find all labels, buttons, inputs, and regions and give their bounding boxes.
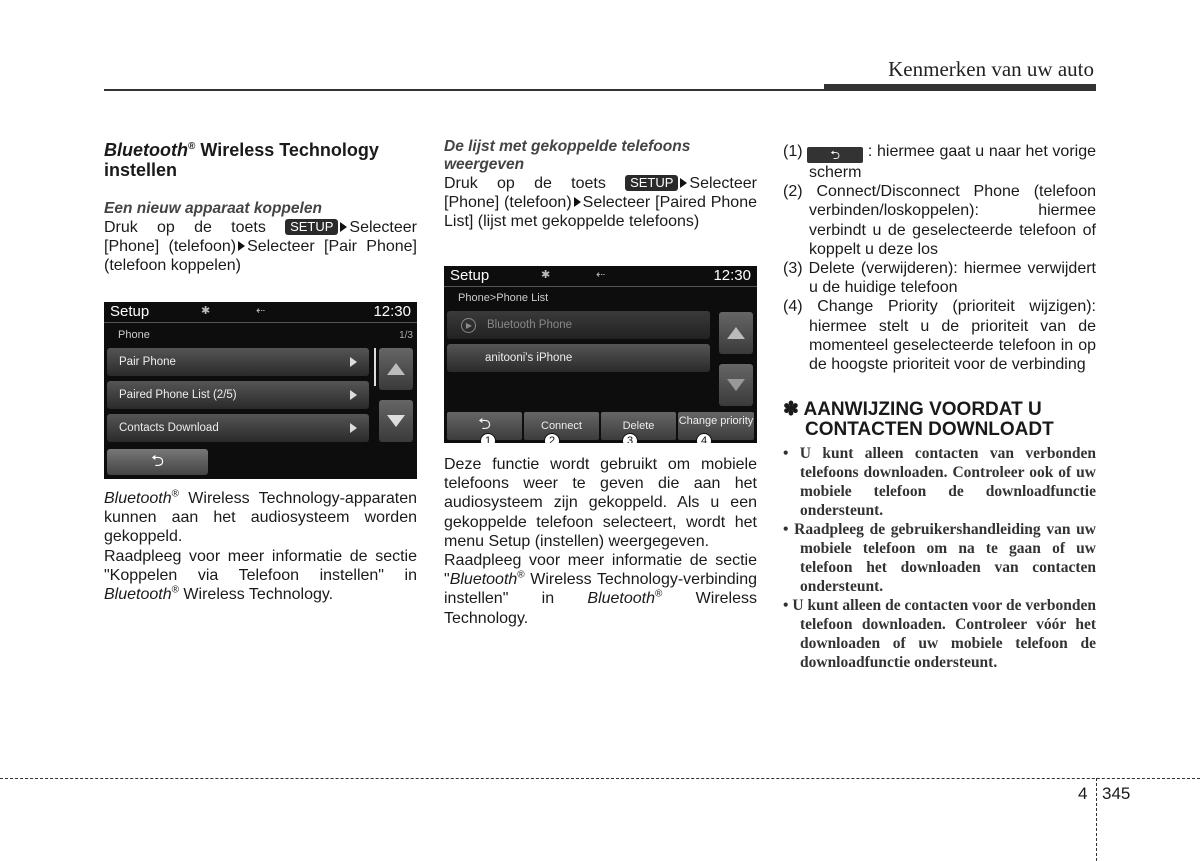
header-rule (104, 89, 1096, 91)
screen-phone-list (444, 266, 757, 443)
screen-setup-phone (104, 302, 417, 479)
back-arrow-icon: ⮌ (807, 147, 863, 163)
callout-number: 2 (544, 433, 560, 443)
list-item-bluetooth-phone[interactable]: ▶ Bluetooth Phone (447, 311, 710, 339)
section-heading: Bluetooth® Wireless Technology instellen (104, 140, 379, 180)
arrow-right-icon (680, 178, 687, 188)
chevron-right-icon (350, 423, 357, 433)
arrow-down-icon (727, 379, 745, 391)
chevron-right-icon (350, 357, 357, 367)
subheading-paired-list: De lijst met gekoppelde telefoons weergeven (444, 138, 691, 173)
softkey-delete[interactable]: Delete (601, 412, 676, 440)
menu-item-contacts-download[interactable]: Contacts Download (107, 414, 369, 442)
setup-key-icon: SETUP (285, 219, 338, 235)
back-arrow-icon: ⮌ (151, 453, 164, 470)
softkey-change-priority[interactable]: Change priority (678, 412, 754, 440)
scroll-up-button[interactable] (719, 312, 753, 354)
play-circle-icon: ▶ (461, 318, 476, 333)
note-list (783, 444, 1096, 672)
arrow-right-icon (340, 222, 347, 232)
arrow-right-icon (574, 197, 581, 207)
list-item: (4) Change Priority (prioriteit wijzigen): hiermee stelt u de prioriteit van de momenteel geselecteerde telefoon in op de hoogste prioriteit voor de verbinding (783, 298, 1096, 374)
column-left-lower (104, 489, 417, 604)
paragraph-more-info: Raadpleeg voor meer informatie de sectie "Koppelen via Telefoon instellen" in Bluetooth® Wireless Technology. (104, 547, 417, 604)
arrow-up-icon (387, 363, 405, 375)
paragraph-pair-steps: Druk op de toets SETUP Selecteer [Phone] (telefoon) Selecteer [Pair Phone] (telefoon koppelen) (104, 219, 418, 275)
note-heading: ✽ AANWIJZING VOORDAT U CONTACTEN DOWNLOADT (783, 399, 1054, 441)
screen-time: 12:30 (713, 267, 751, 284)
scroll-up-button[interactable] (379, 348, 413, 390)
scroll-down-button[interactable] (719, 364, 753, 406)
bluetooth-icon: ✱ (201, 305, 211, 317)
paragraph-list-steps: Druk op de toets SETUP Selecteer [Phone] (telefoon) Selecteer [Paired Phone List] (lijst met gekoppelde telefoons) (444, 175, 757, 231)
chapter-number: 4 (1078, 784, 1088, 803)
list-item: • U kunt alleen de contacten voor de verbonden telefoon downloaden. Controleer vóór het downloaden of uw mobiele telefoon de downloadfunctie ondersteunt. (783, 597, 1096, 672)
callout-number: 3 (622, 433, 638, 443)
arrow-down-icon (387, 415, 405, 427)
list-item: • Raadpleeg de gebruikershandleiding van uw mobiele telefoon om na te gaan of uw telefoon het downloaden van contacten ondersteunt. (783, 521, 1096, 596)
page-header-title: Kenmerken van uw auto (888, 57, 1094, 81)
screen-page-indicator: 1/3 (399, 330, 413, 341)
screen-title: Setup (110, 303, 150, 320)
column-middle-lower (444, 455, 757, 628)
arrow-right-icon (238, 241, 245, 251)
callout-number: 4 (696, 433, 712, 443)
column-middle (444, 138, 757, 232)
back-button[interactable] (107, 449, 208, 475)
page-number: 345 (1102, 784, 1131, 803)
list-item: (3) Delete (verwijderen): hiermee verwijdert u de huidige telefoon (783, 260, 1096, 297)
usb-icon: ⇠ (596, 269, 606, 281)
arrow-up-icon (727, 327, 745, 339)
screen-time: 12:30 (373, 303, 411, 320)
bluetooth-icon: ✱ (541, 269, 551, 281)
paragraph-more-info: Raadpleeg voor meer informatie de sectie "Bluetooth® Wireless Technology-verbinding instellen" in Bluetooth® Wireless Technology. (444, 552, 758, 627)
setup-key-icon: SETUP (625, 175, 678, 191)
footer-rule (0, 778, 1200, 779)
footer-divider (1096, 778, 1097, 861)
back-arrow-icon: ⮌ (478, 416, 491, 433)
list-item: (1) ⮌ : hiermee gaat u naar het vorige scherm (783, 143, 1097, 181)
menu-item-pair-phone[interactable]: Pair Phone (107, 348, 369, 376)
screen-title: Setup (450, 267, 490, 284)
paragraph-bluetooth-devices: Bluetooth® Wireless Technology-apparaten kunnen aan het audiosysteem worden gekoppeld. (104, 488, 417, 546)
softkey-connect[interactable]: Connect (524, 412, 599, 440)
softkey-descriptions (783, 142, 1096, 374)
column-right (783, 142, 1096, 672)
menu-item-paired-phone-list[interactable]: Paired Phone List (2/5) (107, 381, 369, 409)
usb-icon: ⇠ (256, 305, 266, 317)
screen-subtitle: Phone (118, 329, 150, 341)
column-left (104, 140, 417, 276)
callout-number: 1 (480, 433, 496, 443)
scroll-down-button[interactable] (379, 400, 413, 442)
paragraph-function-desc: Deze functie wordt gebruikt om mobiele telefoons weer te geven die aan het audiosysteem zijn gekoppeld. Als u een gekoppelde telefoon selecteert, wordt het menu Setup (instellen) weergegeven. (444, 456, 757, 550)
list-item: (2) Connect/Disconnect Phone (telefoon verbinden/loskoppelen): hiermee verbindt u de geselecteerde telefoon of koppelt u deze los (783, 183, 1096, 258)
subheading-pair-device: Een nieuw apparaat koppelen (104, 200, 322, 217)
chevron-right-icon (350, 390, 357, 400)
list-item-paired-phone[interactable]: anitooni's iPhone (447, 344, 710, 372)
screen-breadcrumb: Phone>Phone List (458, 292, 549, 304)
list-item: • U kunt alleen contacten van verbonden telefoons downloaden. Controleer ook of uw mobiele telefoon de downloadfunctie ondersteunt. (783, 445, 1096, 520)
